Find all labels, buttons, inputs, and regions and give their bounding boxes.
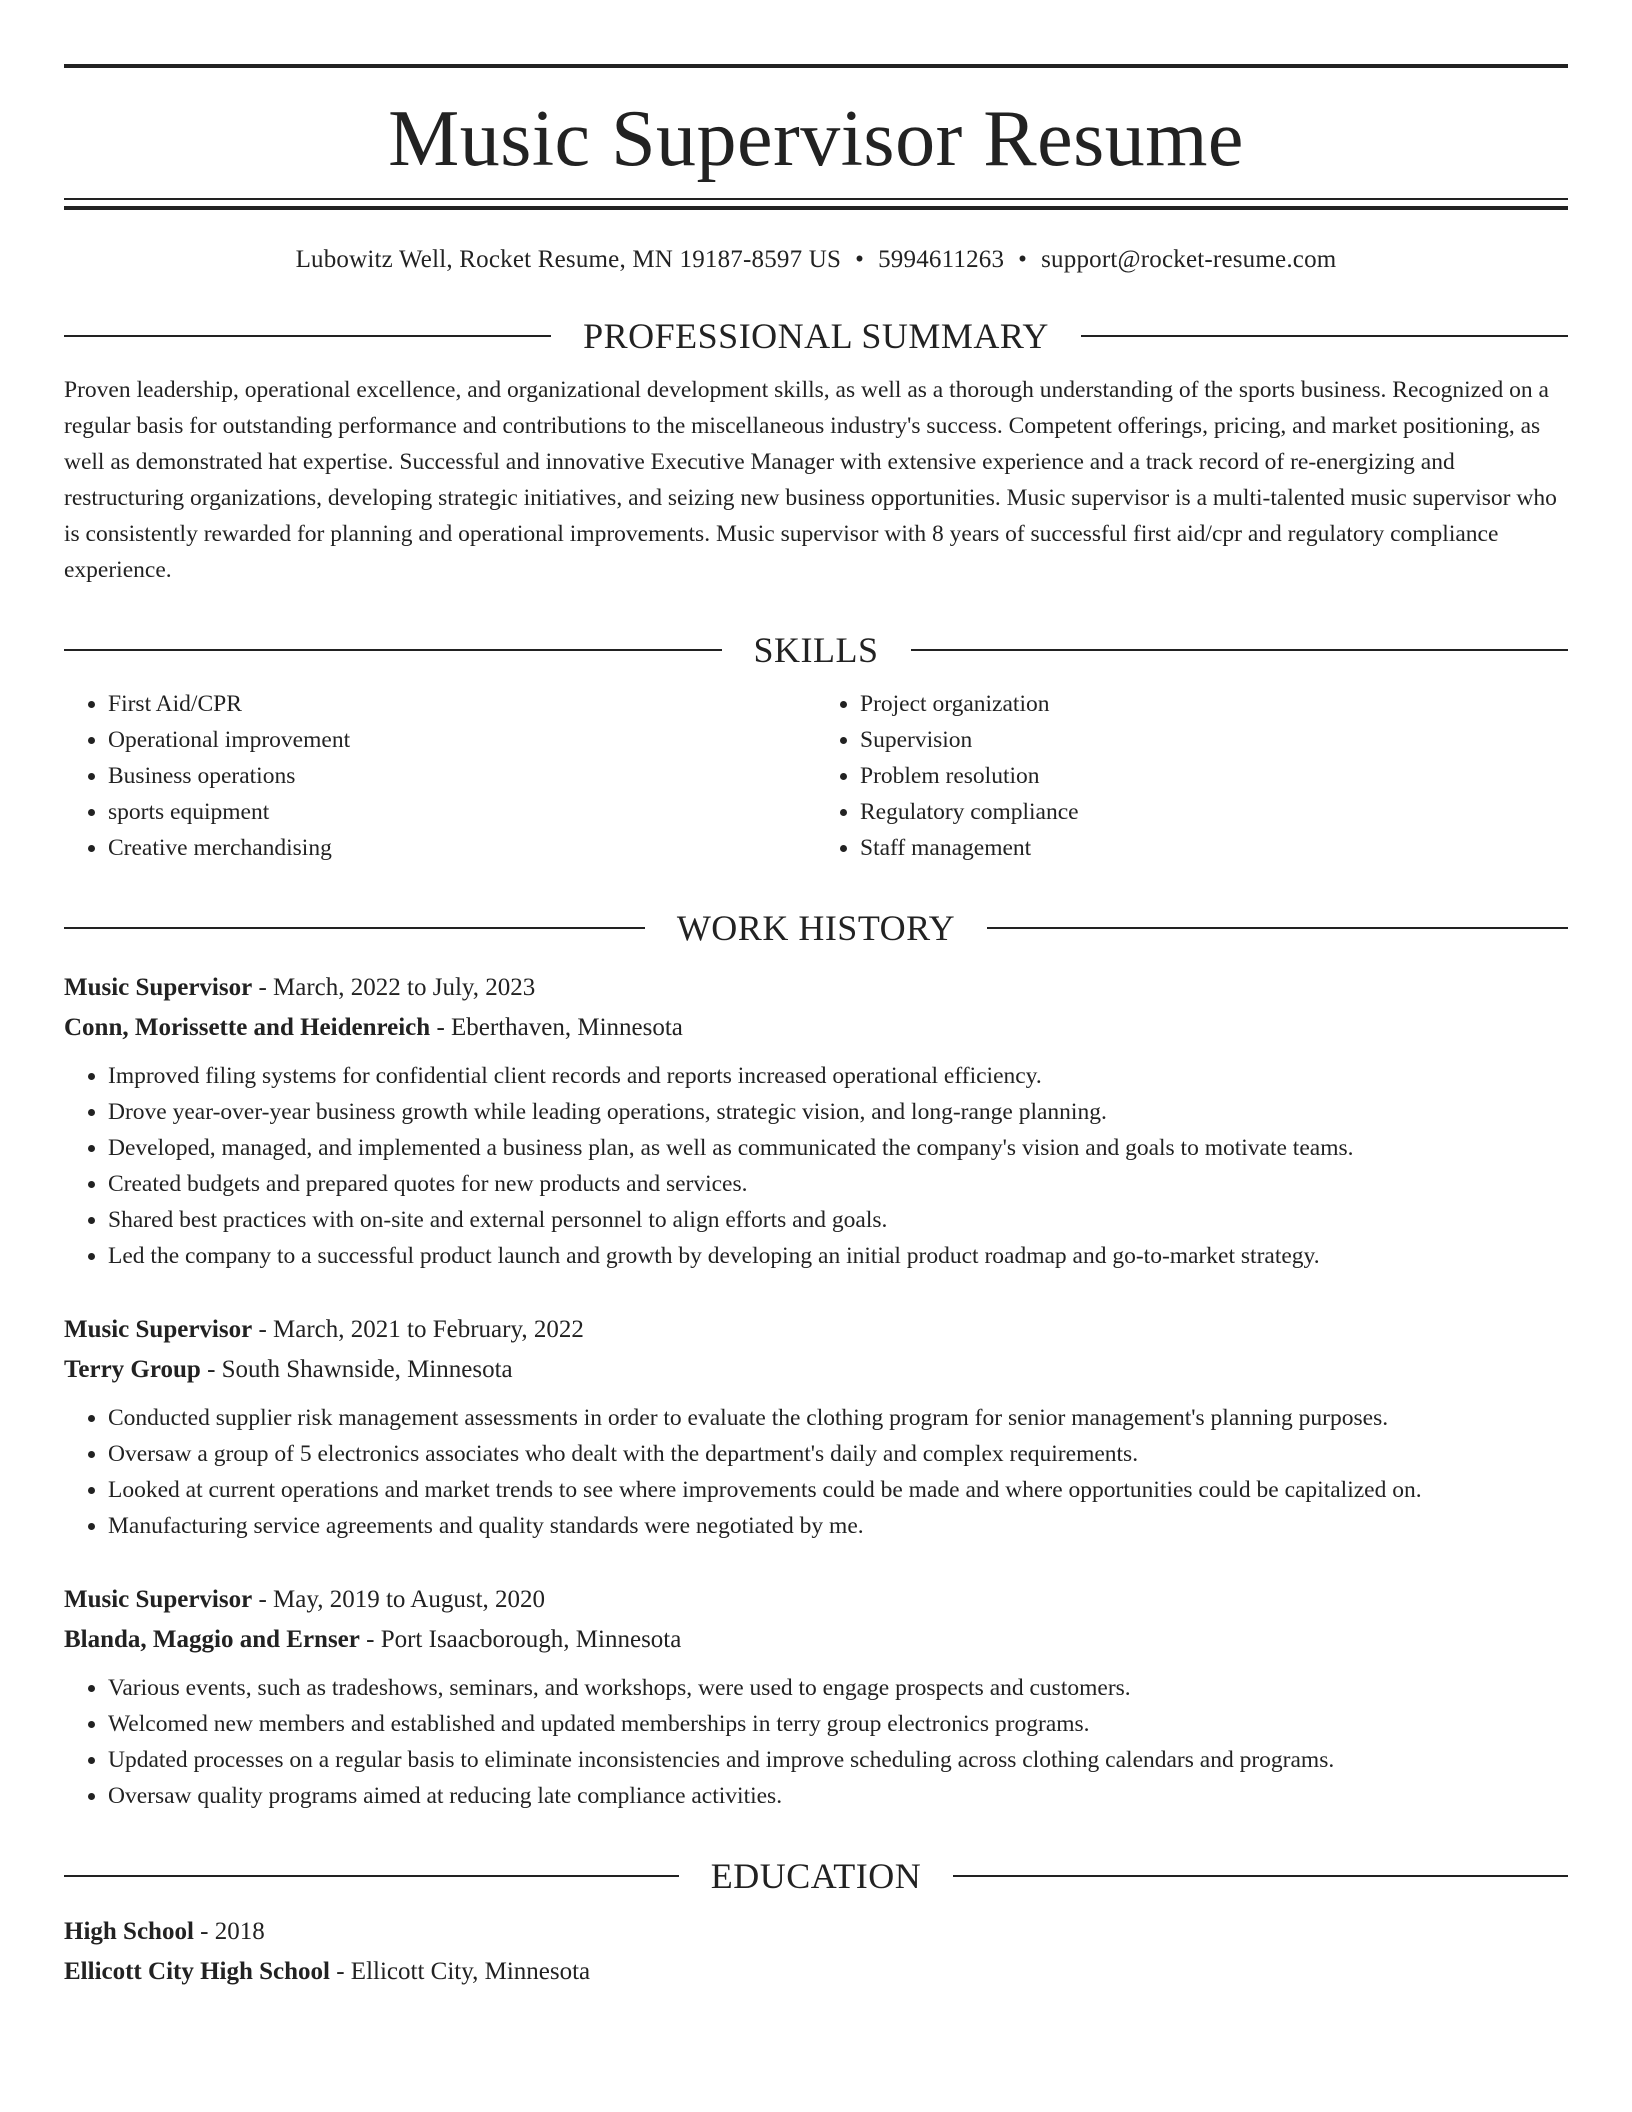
job-bullet: • Manufacturing service agreements and quality standards were negotiated by me. [108,1508,1568,1544]
job-title-line [64,1310,1568,1350]
education-location: - Ellicott City, Minnesota [329,1958,591,1985]
job-location: - Eberthaven, Minnesota [430,1014,683,1041]
job-bullet: • Created budgets and prepared quotes for new products and services. [108,1166,1568,1202]
skills-list [64,686,1568,866]
skill-item: • Creative merchandising [108,830,816,866]
job-bullets [64,1670,1568,1814]
job-bullet: • Looked at current operations and market trends to see where improvements could be made and where opportunities could be capitalized on. [108,1472,1568,1508]
job-bullet: • Various events, such as tradeshows, seminars, and workshops, were used to engage prospects and customers. [108,1670,1568,1706]
skills-column-left [64,686,816,866]
heading-rule-left [64,335,551,337]
job-title-line [64,1580,1568,1620]
job-bullets [64,1058,1568,1274]
job-location: - Port Isaacborough, Minnesota [359,1626,682,1653]
skill-item: • Regulatory compliance [860,794,1568,830]
skills-column-right [816,686,1568,866]
contact-address: Lubowitz Well, Rocket Resume, MN 19187-8597 US [295,246,842,273]
contact-line [64,246,1568,274]
resume-page [64,0,1568,1992]
skill-item: • Supervision [860,722,1568,758]
job-bullet: • Oversaw quality programs aimed at reducing late compliance activities. [108,1778,1568,1814]
job-bullet: • Developed, managed, and implemented a business plan, as well as communicated the company's vision and goals to motivate teams. [108,1130,1568,1166]
job-title: Music Supervisor [64,1586,253,1613]
job-dates: - March, 2021 to February, 2022 [252,1316,584,1343]
education-heading-text: EDUCATION [710,1856,922,1896]
job-bullets [64,1400,1568,1544]
heading-rule-left [64,649,722,651]
heading-rule-right [987,927,1568,929]
contact-separator: • [855,246,865,273]
skills-heading [64,628,1568,672]
education-year: - 2018 [193,1918,265,1945]
education-school-line [64,1952,1568,1992]
education-entry [64,1912,1568,1992]
education-heading [64,1854,1568,1898]
job-dates: - March, 2022 to July, 2023 [252,974,536,1001]
education-school: Ellicott City High School [64,1958,330,1985]
job-bullet: • Led the company to a successful product launch and growth by developing an initial product roadmap and go-to-market strategy. [108,1238,1568,1274]
summary-heading-text: PROFESSIONAL SUMMARY [583,316,1049,356]
heading-rule-right [1081,335,1568,337]
skill-item: • Problem resolution [860,758,1568,794]
job-bullet: • Welcomed new members and established and updated memberships in terry group electronics programs. [108,1706,1568,1742]
job-bullet: • Improved filing systems for confidential client records and reports increased operational efficiency. [108,1058,1568,1094]
job-entry [64,968,1568,1274]
job-title: Music Supervisor [64,974,253,1001]
heading-rule-left [64,927,645,929]
summary-heading [64,314,1568,358]
job-dates: - May, 2019 to August, 2020 [252,1586,546,1613]
skills-heading-text: SKILLS [753,630,879,670]
job-company: Blanda, Maggio and Ernser [64,1626,360,1653]
work-heading-text: WORK HISTORY [676,908,956,948]
job-location: - South Shawnside, Minnesota [200,1356,513,1383]
skill-item: • Staff management [860,830,1568,866]
job-bullet: • Drove year-over-year business growth while leading operations, strategic vision, and long-range planning. [108,1094,1568,1130]
education-degree-line [64,1912,1568,1952]
heading-rule-right [953,1875,1568,1877]
heading-rule-left [64,1875,679,1877]
skill-item: • Business operations [108,758,816,794]
job-bullet: • Updated processes on a regular basis to eliminate inconsistencies and improve scheduling across clothing calendars and programs. [108,1742,1568,1778]
job-entry [64,1310,1568,1544]
job-company-line [64,1350,1568,1390]
job-bullet: • Oversaw a group of 5 electronics associates who dealt with the department's daily and complex requirements. [108,1436,1568,1472]
job-title: Music Supervisor [64,1316,253,1343]
page-title: Music Supervisor Resume [388,95,1244,183]
job-company-line [64,1620,1568,1660]
title-block [64,64,1568,210]
skill-item: • Project organization [860,686,1568,722]
contact-separator: • [1018,246,1028,273]
job-bullet: • Conducted supplier risk management assessments in order to evaluate the clothing program for senior management's planning purposes. [108,1400,1568,1436]
job-company: Terry Group [64,1356,201,1383]
education-degree: High School [64,1918,194,1945]
summary-text: Proven leadership, operational excellence, and organizational development skills, as well as a thorough understanding of the sports business. Recognized on a regular basis for outstanding performance and contributions to the miscellaneous industry's success. Competent offerings, pricing, and market positioning, as well as demonstrated hat expertise. Successful and innovative Executive Manager with extensive experience and a track record of re-energizing and restructuring organizations, developing strategic initiatives, and seizing new business opportunities. Music supervisor is a multi-talented music supervisor who is consistently rewarded for planning and operational improvements. Music supervisor with 8 years of successful first aid/cpr and regulatory compliance experience. [64,377,1557,583]
work-heading [64,906,1568,950]
job-company-line [64,1008,1568,1048]
contact-email: support@rocket-resume.com [1041,246,1337,273]
heading-rule-right [911,649,1569,651]
job-company: Conn, Morissette and Heidenreich [64,1014,431,1041]
job-title-line [64,968,1568,1008]
skill-item: • Operational improvement [108,722,816,758]
job-entry [64,1580,1568,1814]
contact-phone: 5994611263 [878,246,1005,273]
job-bullet: • Shared best practices with on-site and external personnel to align efforts and goals. [108,1202,1568,1238]
skill-item: • sports equipment [108,794,816,830]
skill-item: • First Aid/CPR [108,686,816,722]
